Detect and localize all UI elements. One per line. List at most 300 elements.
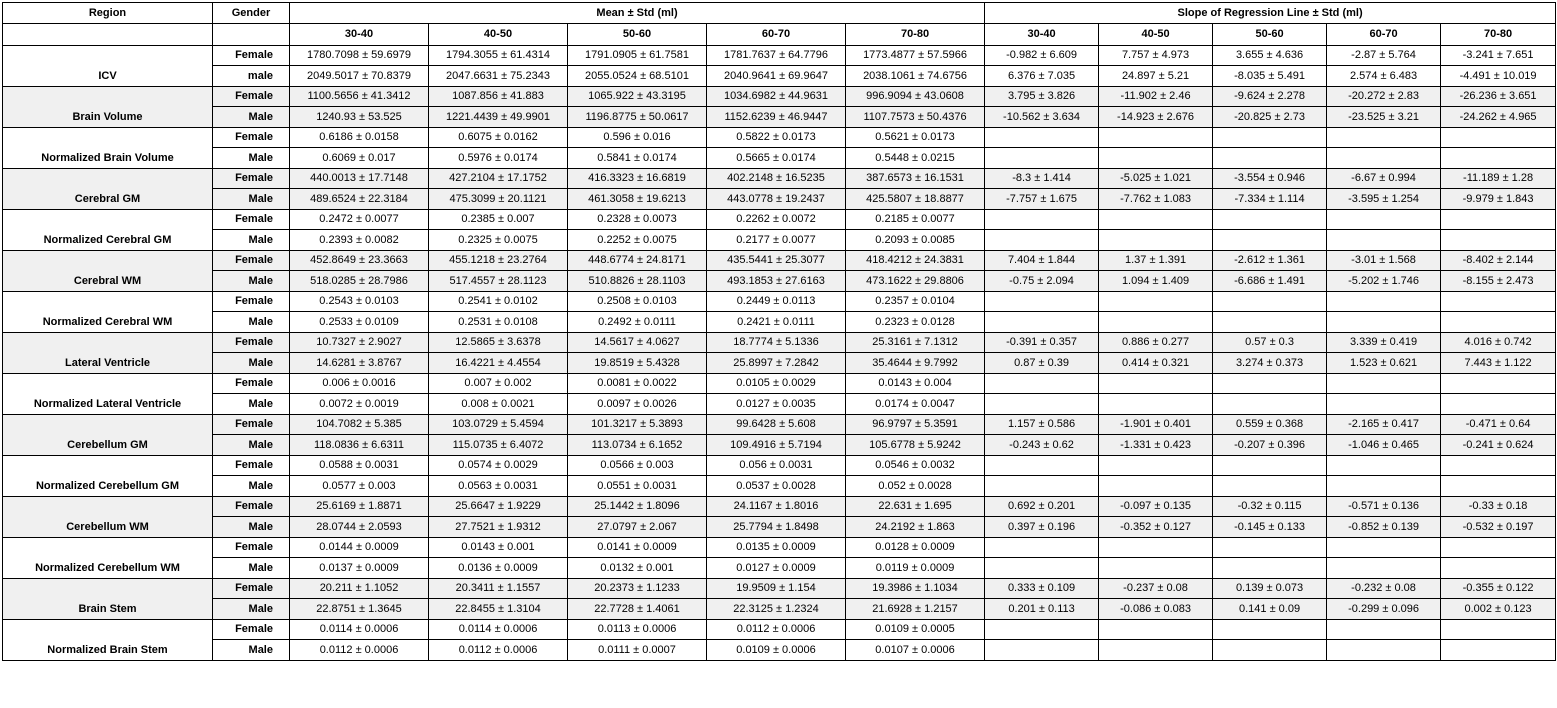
table-row [3, 415, 1556, 435]
mean-group-header: Mean ± Std (ml) [290, 3, 985, 24]
mean-cell: 0.2508 ± 0.0103 [568, 292, 707, 312]
table-row [3, 87, 1556, 107]
mean-cell: 0.2449 ± 0.0113 [707, 292, 846, 312]
slope-cell: 3.274 ± 0.373 [1213, 353, 1327, 374]
mean-cell: 427.2104 ± 17.1752 [429, 169, 568, 189]
region-label: Brain Volume [3, 87, 213, 128]
mean-cell: 473.1622 ± 29.8806 [846, 271, 985, 292]
slope-cell: -5.025 ± 1.021 [1099, 169, 1213, 189]
region-label: Normalized Brain Volume [3, 128, 213, 169]
mean-cell: 0.0112 ± 0.0006 [429, 640, 568, 661]
mean-cell: 105.6778 ± 5.9242 [846, 435, 985, 456]
mean-cell: 20.3411 ± 1.1557 [429, 579, 568, 599]
table-row [3, 599, 1556, 620]
slope-cell: -0.243 ± 0.62 [985, 435, 1099, 456]
mean-cell: 0.2328 ± 0.0073 [568, 210, 707, 230]
slope-cell: -0.207 ± 0.396 [1213, 435, 1327, 456]
mean-cell: 0.2262 ± 0.0072 [707, 210, 846, 230]
mean-cell: 22.8455 ± 1.3104 [429, 599, 568, 620]
mean-cell: 20.211 ± 1.1052 [290, 579, 429, 599]
slope-cell [1099, 476, 1213, 497]
mean-cell: 109.4916 ± 5.7194 [707, 435, 846, 456]
mean-cell: 20.2373 ± 1.1233 [568, 579, 707, 599]
region-label: ICV [3, 46, 213, 87]
mean-cell: 0.2541 ± 0.0102 [429, 292, 568, 312]
mean-cell: 0.2325 ± 0.0075 [429, 230, 568, 251]
slope-cell: -3.554 ± 0.946 [1213, 169, 1327, 189]
gender-label: Male [213, 435, 290, 456]
slope-cell [1327, 476, 1441, 497]
mean-cell: 1196.8775 ± 50.0617 [568, 107, 707, 128]
mean-cell: 452.8649 ± 23.3663 [290, 251, 429, 271]
slope-cell: -2.165 ± 0.417 [1327, 415, 1441, 435]
mean-cell: 475.3099 ± 20.1121 [429, 189, 568, 210]
slope-cell: 1.37 ± 1.391 [1099, 251, 1213, 271]
gender-label: Male [213, 599, 290, 620]
mean-cell: 416.3323 ± 16.6819 [568, 169, 707, 189]
region-label: Normalized Cerebral WM [3, 292, 213, 333]
slope-cell: -2.612 ± 1.361 [1213, 251, 1327, 271]
slope-cell: -3.241 ± 7.651 [1441, 46, 1556, 66]
mean-cell: 0.052 ± 0.0028 [846, 476, 985, 497]
mean-cell: 14.5617 ± 4.0627 [568, 333, 707, 353]
slope-cell: -5.202 ± 1.746 [1327, 271, 1441, 292]
region-label: Cerebellum WM [3, 497, 213, 538]
slope-cell [1213, 230, 1327, 251]
slope-cell [1099, 292, 1213, 312]
table-row [3, 271, 1556, 292]
mean-cell: 0.0546 ± 0.0032 [846, 456, 985, 476]
mean-cell: 0.0141 ± 0.0009 [568, 538, 707, 558]
slope-cell [1099, 148, 1213, 169]
gender-label: Male [213, 394, 290, 415]
slope-cell: -20.272 ± 2.83 [1327, 87, 1441, 107]
mean-cell: 19.8519 ± 5.4328 [568, 353, 707, 374]
gender-label: Male [213, 517, 290, 538]
mean-cell: 443.0778 ± 19.2437 [707, 189, 846, 210]
table-body [3, 46, 1556, 661]
table-row [3, 46, 1556, 66]
mean-cell: 10.7327 ± 2.9027 [290, 333, 429, 353]
slope-cell: -0.237 ± 0.08 [1099, 579, 1213, 599]
slope-cell [1327, 148, 1441, 169]
mean-cell: 0.596 ± 0.016 [568, 128, 707, 148]
slope-cell: -0.471 ± 0.64 [1441, 415, 1556, 435]
slope-cell [985, 312, 1099, 333]
slope-cell: -1.901 ± 0.401 [1099, 415, 1213, 435]
gender-label: Female [213, 169, 290, 189]
slope-cell [1441, 128, 1556, 148]
slope-cell: -3.595 ± 1.254 [1327, 189, 1441, 210]
slope-cell: -23.525 ± 3.21 [1327, 107, 1441, 128]
slope-cell: -0.299 ± 0.096 [1327, 599, 1441, 620]
mean-cell: 387.6573 ± 16.1531 [846, 169, 985, 189]
slope-cell [985, 230, 1099, 251]
slope-cell: 0.886 ± 0.277 [1099, 333, 1213, 353]
mean-cell: 19.9509 ± 1.154 [707, 579, 846, 599]
slope-cell: -8.035 ± 5.491 [1213, 66, 1327, 87]
slope-cell [1441, 456, 1556, 476]
slope-cell [1441, 538, 1556, 558]
slope-cell [1327, 292, 1441, 312]
slope-cell: 0.559 ± 0.368 [1213, 415, 1327, 435]
mean-cell: 0.008 ± 0.0021 [429, 394, 568, 415]
age-group-row [3, 24, 1556, 46]
gender-label: Female [213, 87, 290, 107]
slope-cell [1213, 620, 1327, 640]
mean-cell: 0.0577 ± 0.003 [290, 476, 429, 497]
slope-cell: -6.686 ± 1.491 [1213, 271, 1327, 292]
mean-cell: 0.0588 ± 0.0031 [290, 456, 429, 476]
brain-volume-table [2, 2, 1556, 661]
mean-cell: 25.6169 ± 1.8871 [290, 497, 429, 517]
mean-cell: 0.0128 ± 0.0009 [846, 538, 985, 558]
mean-cell: 1780.7098 ± 59.6979 [290, 46, 429, 66]
mean-cell: 0.5448 ± 0.0215 [846, 148, 985, 169]
slope-cell: -0.982 ± 6.609 [985, 46, 1099, 66]
slope-cell [985, 148, 1099, 169]
mean-cell: 103.0729 ± 5.4594 [429, 415, 568, 435]
mean-cell: 425.5807 ± 18.8877 [846, 189, 985, 210]
slope-cell: -8.3 ± 1.414 [985, 169, 1099, 189]
mean-cell: 1773.4877 ± 57.5966 [846, 46, 985, 66]
slope-cell: -0.391 ± 0.357 [985, 333, 1099, 353]
mean-cell: 35.4644 ± 9.7992 [846, 353, 985, 374]
slope-cell [1327, 538, 1441, 558]
region-label: Normalized Cerebellum GM [3, 456, 213, 497]
mean-cell: 2049.5017 ± 70.8379 [290, 66, 429, 87]
mean-cell: 0.0114 ± 0.0006 [290, 620, 429, 640]
gender-label: Male [213, 312, 290, 333]
slope-cell [985, 640, 1099, 661]
table-row [3, 251, 1556, 271]
region-label: Lateral Ventricle [3, 333, 213, 374]
mean-cell: 0.0111 ± 0.0007 [568, 640, 707, 661]
slope-cell [1099, 128, 1213, 148]
mean-cell: 0.0143 ± 0.004 [846, 374, 985, 394]
table-row [3, 128, 1556, 148]
mean-cell: 0.0109 ± 0.0005 [846, 620, 985, 640]
mean-cell: 0.0574 ± 0.0029 [429, 456, 568, 476]
mean-cell: 0.0137 ± 0.0009 [290, 558, 429, 579]
slope-cell [1099, 394, 1213, 415]
region-label: Normalized Brain Stem [3, 620, 213, 661]
gender-label: Female [213, 497, 290, 517]
mean-cell: 517.4557 ± 28.1123 [429, 271, 568, 292]
region-header: Region [3, 3, 213, 24]
mean-age-header: 30-40 [290, 24, 429, 46]
slope-cell: 0.141 ± 0.09 [1213, 599, 1327, 620]
mean-cell: 489.6524 ± 22.3184 [290, 189, 429, 210]
slope-cell: -8.402 ± 2.144 [1441, 251, 1556, 271]
mean-cell: 0.0113 ± 0.0006 [568, 620, 707, 640]
mean-cell: 25.8997 ± 7.2842 [707, 353, 846, 374]
mean-cell: 1221.4439 ± 49.9901 [429, 107, 568, 128]
mean-cell: 0.0114 ± 0.0006 [429, 620, 568, 640]
slope-cell [985, 292, 1099, 312]
table-row [3, 333, 1556, 353]
mean-cell: 0.5665 ± 0.0174 [707, 148, 846, 169]
mean-cell: 1107.7573 ± 50.4376 [846, 107, 985, 128]
mean-age-header: 40-50 [429, 24, 568, 46]
slope-cell: -11.189 ± 1.28 [1441, 169, 1556, 189]
table-row [3, 558, 1556, 579]
slope-cell [1327, 128, 1441, 148]
slope-cell: 0.87 ± 0.39 [985, 353, 1099, 374]
slope-cell [1099, 558, 1213, 579]
mean-cell: 1034.6982 ± 44.9631 [707, 87, 846, 107]
slope-cell: -0.571 ± 0.136 [1327, 497, 1441, 517]
slope-cell: -0.145 ± 0.133 [1213, 517, 1327, 538]
gender-label: Male [213, 476, 290, 497]
mean-cell: 0.0081 ± 0.0022 [568, 374, 707, 394]
mean-cell: 0.0097 ± 0.0026 [568, 394, 707, 415]
mean-cell: 0.0119 ± 0.0009 [846, 558, 985, 579]
mean-cell: 448.6774 ± 24.8171 [568, 251, 707, 271]
slope-cell: -3.01 ± 1.568 [1327, 251, 1441, 271]
mean-cell: 510.8826 ± 28.1103 [568, 271, 707, 292]
slope-cell [1213, 128, 1327, 148]
mean-cell: 113.0734 ± 6.1652 [568, 435, 707, 456]
empty-header-cell [213, 24, 290, 46]
mean-cell: 1065.922 ± 43.3195 [568, 87, 707, 107]
mean-cell: 0.0132 ± 0.001 [568, 558, 707, 579]
table-row [3, 230, 1556, 251]
slope-cell: -2.87 ± 5.764 [1327, 46, 1441, 66]
slope-cell [985, 558, 1099, 579]
region-label: Normalized Cerebral GM [3, 210, 213, 251]
slope-cell [1441, 230, 1556, 251]
slope-cell [1099, 312, 1213, 333]
slope-cell [985, 456, 1099, 476]
slope-cell: 1.094 ± 1.409 [1099, 271, 1213, 292]
mean-cell: 0.0127 ± 0.0009 [707, 558, 846, 579]
gender-label: Female [213, 46, 290, 66]
slope-group-header: Slope of Regression Line ± Std (ml) [985, 3, 1556, 24]
region-label: Cerebral WM [3, 251, 213, 292]
gender-label: Male [213, 353, 290, 374]
slope-cell: 6.376 ± 7.035 [985, 66, 1099, 87]
mean-cell: 27.7521 ± 1.9312 [429, 517, 568, 538]
mean-cell: 0.0112 ± 0.0006 [707, 620, 846, 640]
mean-age-header: 50-60 [568, 24, 707, 46]
slope-cell: -0.086 ± 0.083 [1099, 599, 1213, 620]
table-row [3, 517, 1556, 538]
slope-cell [1441, 210, 1556, 230]
mean-cell: 0.007 ± 0.002 [429, 374, 568, 394]
gender-label: Female [213, 333, 290, 353]
mean-cell: 0.0566 ± 0.003 [568, 456, 707, 476]
slope-cell: 24.897 ± 5.21 [1099, 66, 1213, 87]
mean-cell: 2038.1061 ± 74.6756 [846, 66, 985, 87]
gender-label: Male [213, 107, 290, 128]
mean-cell: 996.9094 ± 43.0608 [846, 87, 985, 107]
slope-cell [1441, 640, 1556, 661]
slope-cell: 3.339 ± 0.419 [1327, 333, 1441, 353]
mean-cell: 0.0072 ± 0.0019 [290, 394, 429, 415]
slope-cell: -0.232 ± 0.08 [1327, 579, 1441, 599]
slope-cell [1213, 312, 1327, 333]
mean-cell: 16.4221 ± 4.4554 [429, 353, 568, 374]
header-row [3, 3, 1556, 24]
slope-cell: 3.655 ± 4.636 [1213, 46, 1327, 66]
mean-cell: 1100.5656 ± 41.3412 [290, 87, 429, 107]
mean-cell: 0.5621 ± 0.0173 [846, 128, 985, 148]
slope-cell [1213, 374, 1327, 394]
slope-cell: 0.414 ± 0.321 [1099, 353, 1213, 374]
mean-cell: 1791.0905 ± 61.7581 [568, 46, 707, 66]
mean-cell: 12.5865 ± 3.6378 [429, 333, 568, 353]
mean-cell: 0.2533 ± 0.0109 [290, 312, 429, 333]
mean-cell: 0.5822 ± 0.0173 [707, 128, 846, 148]
mean-cell: 99.6428 ± 5.608 [707, 415, 846, 435]
slope-cell: -14.923 ± 2.676 [1099, 107, 1213, 128]
mean-cell: 435.5441 ± 25.3077 [707, 251, 846, 271]
mean-cell: 0.0563 ± 0.0031 [429, 476, 568, 497]
table-row [3, 312, 1556, 333]
region-label: Normalized Cerebellum WM [3, 538, 213, 579]
slope-cell [1099, 620, 1213, 640]
mean-cell: 0.0136 ± 0.0009 [429, 558, 568, 579]
slope-cell: 0.57 ± 0.3 [1213, 333, 1327, 353]
slope-cell: -8.155 ± 2.473 [1441, 271, 1556, 292]
slope-cell [985, 394, 1099, 415]
slope-cell: 0.397 ± 0.196 [985, 517, 1099, 538]
slope-cell: 7.757 ± 4.973 [1099, 46, 1213, 66]
table-row [3, 456, 1556, 476]
slope-cell: 0.201 ± 0.113 [985, 599, 1099, 620]
slope-cell [1213, 476, 1327, 497]
slope-age-header: 40-50 [1099, 24, 1213, 46]
slope-cell: 0.692 ± 0.201 [985, 497, 1099, 517]
slope-cell [1441, 374, 1556, 394]
slope-cell [985, 128, 1099, 148]
gender-label: Female [213, 579, 290, 599]
slope-age-header: 50-60 [1213, 24, 1327, 46]
table-row [3, 169, 1556, 189]
gender-label: Female [213, 210, 290, 230]
table-row [3, 374, 1556, 394]
slope-cell: -24.262 ± 4.965 [1441, 107, 1556, 128]
mean-cell: 0.6075 ± 0.0162 [429, 128, 568, 148]
mean-cell: 1240.93 ± 53.525 [290, 107, 429, 128]
slope-cell [1099, 640, 1213, 661]
slope-cell: 4.016 ± 0.742 [1441, 333, 1556, 353]
gender-label: Male [213, 189, 290, 210]
mean-cell: 461.3058 ± 19.6213 [568, 189, 707, 210]
mean-cell: 24.1167 ± 1.8016 [707, 497, 846, 517]
mean-cell: 0.5841 ± 0.0174 [568, 148, 707, 169]
mean-cell: 25.6647 ± 1.9229 [429, 497, 568, 517]
mean-cell: 440.0013 ± 17.7148 [290, 169, 429, 189]
mean-cell: 402.2148 ± 16.5235 [707, 169, 846, 189]
slope-cell [1441, 148, 1556, 169]
mean-cell: 0.5976 ± 0.0174 [429, 148, 568, 169]
slope-cell: 1.523 ± 0.621 [1327, 353, 1441, 374]
mean-cell: 22.7728 ± 1.4061 [568, 599, 707, 620]
slope-cell: -7.762 ± 1.083 [1099, 189, 1213, 210]
slope-cell: -0.32 ± 0.115 [1213, 497, 1327, 517]
slope-cell [1099, 538, 1213, 558]
mean-cell: 0.6186 ± 0.0158 [290, 128, 429, 148]
slope-cell [1213, 456, 1327, 476]
slope-cell: 2.574 ± 6.483 [1327, 66, 1441, 87]
slope-cell: -7.334 ± 1.114 [1213, 189, 1327, 210]
slope-cell: -0.532 ± 0.197 [1441, 517, 1556, 538]
mean-cell: 0.0551 ± 0.0031 [568, 476, 707, 497]
mean-cell: 22.631 ± 1.695 [846, 497, 985, 517]
table-row [3, 476, 1556, 497]
mean-cell: 18.7774 ± 5.1336 [707, 333, 846, 353]
slope-cell: -0.352 ± 0.127 [1099, 517, 1213, 538]
slope-cell [1441, 394, 1556, 415]
table-row [3, 620, 1556, 640]
mean-cell: 0.0144 ± 0.0009 [290, 538, 429, 558]
mean-cell: 2055.0524 ± 68.5101 [568, 66, 707, 87]
mean-cell: 0.0109 ± 0.0006 [707, 640, 846, 661]
slope-cell: -4.491 ± 10.019 [1441, 66, 1556, 87]
gender-label: Male [213, 271, 290, 292]
mean-cell: 1794.3055 ± 61.4314 [429, 46, 568, 66]
mean-cell: 0.2472 ± 0.0077 [290, 210, 429, 230]
slope-cell [1327, 374, 1441, 394]
gender-label: Female [213, 374, 290, 394]
mean-cell: 518.0285 ± 28.7986 [290, 271, 429, 292]
slope-cell [1327, 620, 1441, 640]
slope-cell [1327, 230, 1441, 251]
mean-cell: 0.2185 ± 0.0077 [846, 210, 985, 230]
gender-label: Female [213, 620, 290, 640]
mean-cell: 418.4212 ± 24.3831 [846, 251, 985, 271]
table-row [3, 107, 1556, 128]
gender-label: Female [213, 456, 290, 476]
slope-cell [1441, 292, 1556, 312]
mean-cell: 0.2357 ± 0.0104 [846, 292, 985, 312]
mean-cell: 2040.9641 ± 69.9647 [707, 66, 846, 87]
slope-cell [1099, 230, 1213, 251]
mean-cell: 493.1853 ± 27.6163 [707, 271, 846, 292]
mean-cell: 0.6069 ± 0.017 [290, 148, 429, 169]
table-row [3, 292, 1556, 312]
slope-cell: -0.75 ± 2.094 [985, 271, 1099, 292]
slope-cell [985, 210, 1099, 230]
slope-cell [1213, 148, 1327, 169]
mean-cell: 0.0107 ± 0.0006 [846, 640, 985, 661]
mean-cell: 28.0744 ± 2.0593 [290, 517, 429, 538]
gender-label: Female [213, 538, 290, 558]
gender-label: male [213, 66, 290, 87]
mean-cell: 101.3217 ± 5.3893 [568, 415, 707, 435]
slope-cell: -9.624 ± 2.278 [1213, 87, 1327, 107]
mean-cell: 14.6281 ± 3.8767 [290, 353, 429, 374]
mean-cell: 27.0797 ± 2.067 [568, 517, 707, 538]
table-row [3, 353, 1556, 374]
table-row [3, 394, 1556, 415]
slope-cell: -0.355 ± 0.122 [1441, 579, 1556, 599]
mean-cell: 25.1442 ± 1.8096 [568, 497, 707, 517]
slope-cell: 7.404 ± 1.844 [985, 251, 1099, 271]
mean-cell: 25.3161 ± 7.1312 [846, 333, 985, 353]
slope-cell: -0.852 ± 0.139 [1327, 517, 1441, 538]
slope-cell [1213, 558, 1327, 579]
mean-cell: 115.0735 ± 6.4072 [429, 435, 568, 456]
mean-cell: 1781.7637 ± 64.7796 [707, 46, 846, 66]
table-row [3, 148, 1556, 169]
slope-cell [1327, 394, 1441, 415]
table-row [3, 579, 1556, 599]
mean-cell: 0.2393 ± 0.0082 [290, 230, 429, 251]
region-label: Cerebral GM [3, 169, 213, 210]
